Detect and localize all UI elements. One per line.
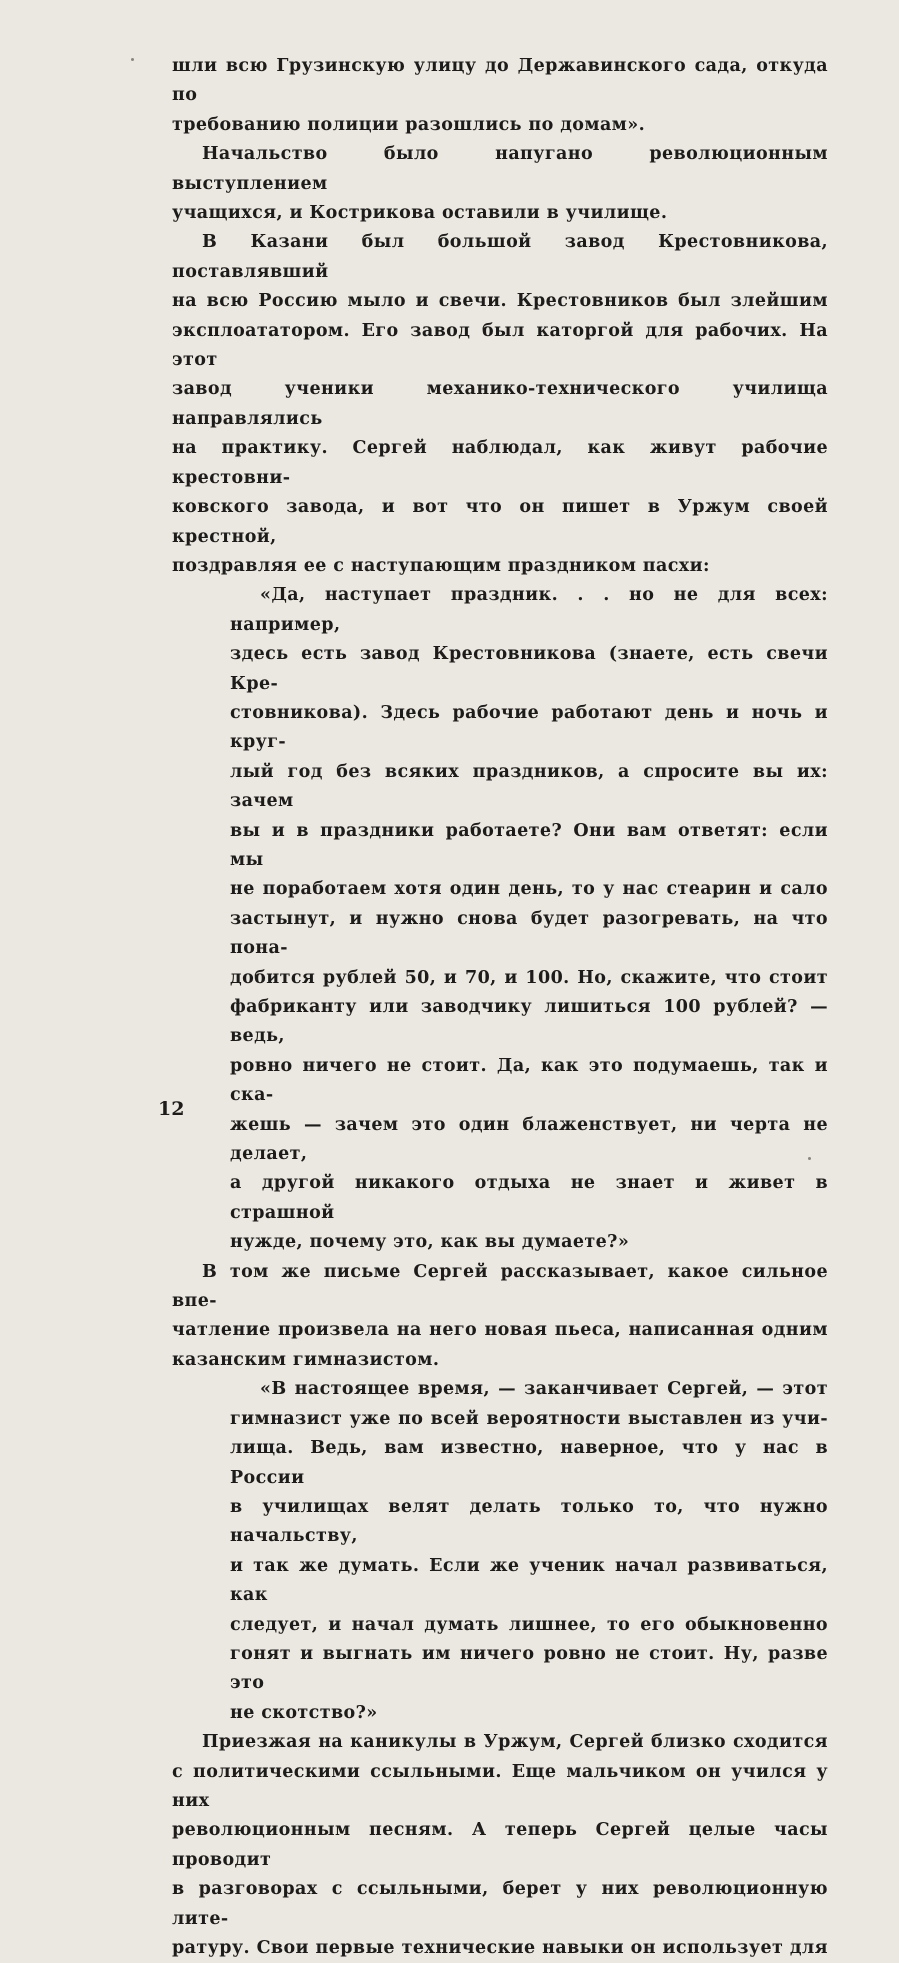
page-number: 12 — [158, 1098, 185, 1120]
text-line: шли всю Грузинскую улицу до Державинского сада, откуда по — [172, 56, 828, 106]
text-line: с политическими ссыльными. Еще мальчиком он учился у них — [172, 1761, 828, 1811]
text-line: ратуру. Свои первые технические навыки он использует для — [172, 1938, 828, 1958]
text-line: «Да, наступает праздник. . . но не для всех: например, — [230, 585, 828, 635]
text-line: жешь — зачем это один блаженствует, ни черта не делает, — [230, 1114, 828, 1165]
text-line: В Казани был большой завод Крестовникова, поставлявший — [172, 232, 828, 282]
paragraph — [172, 228, 828, 581]
text-line: требованию полиции разошлись по домам». — [172, 114, 646, 135]
paragraph — [172, 1258, 828, 1376]
text-line: вы и в праздники работаете? Они вам ответят: если мы — [230, 820, 828, 870]
text-line: В том же письме Сергей рассказывает, какое сильное впе- — [172, 1261, 828, 1312]
text-line: на практику. Сергей наблюдал, как живут рабочие крестовни- — [172, 438, 828, 488]
text-line: гонят и выгнать им ничего ровно не стоит. Ну, разве это — [230, 1643, 828, 1694]
text-line: лища. Ведь, вам известно, наверное, что у нас в России — [230, 1438, 828, 1488]
text-line: учащихся, и Кострикова оставили в училище. — [172, 203, 668, 224]
text-line: эксплоататором. Его завод был каторгой для рабочих. На этот — [172, 320, 828, 371]
text-line: нужде, почему это, как вы думаете?» — [230, 1232, 630, 1253]
text-line: ковского завода, и вот что он пишет в Уржум своей крестной, — [172, 497, 828, 547]
page-text — [172, 52, 828, 1963]
text-line: в разговорах с ссыльными, берет у них революционную лите- — [172, 1879, 828, 1929]
text-line: гимназист уже по всей вероятности выставлен из учи- — [230, 1408, 828, 1429]
paragraph — [172, 1728, 828, 1963]
text-line: а другой никакого отдыха не знает и живет в страшной — [230, 1173, 828, 1223]
text-line: и так же думать. Если же ученик начал развиваться, как — [230, 1555, 828, 1606]
text-line: Начальство было напугано революционным выступлением — [172, 144, 828, 194]
text-line: чатление произвела на него новая пьеса, написанная одним — [172, 1320, 828, 1341]
text-line: революционным песням. А теперь Сергей целые часы проводит — [172, 1820, 828, 1870]
text-line: фабриканту или заводчику лишиться 100 рублей? — ведь, — [230, 997, 828, 1047]
paper-speck — [808, 1157, 811, 1160]
text-line: ровно ничего не стоит. Да, как это подумаешь, так и ска- — [230, 1055, 828, 1106]
text-line: не поработаем хотя один день, то у нас стеарин и сало — [230, 879, 828, 900]
text-line: казанским гимназистом. — [172, 1349, 440, 1370]
text-line: «В настоящее время, — заканчивает Сергей, — этот — [260, 1379, 828, 1400]
quote-block — [230, 1375, 828, 1728]
text-line: застынут, и нужно снова будет разогревать, на что пона- — [230, 908, 828, 959]
text-line: в училищах велят делать только то, что нужно начальству, — [230, 1496, 828, 1547]
text-line: здесь есть завод Крестовникова (знаете, есть свечи Кре- — [230, 644, 828, 694]
text-line: поздравляя ее с наступающим праздником пасхи: — [172, 555, 710, 576]
paper-speck — [131, 58, 134, 61]
text-line: добится рублей 50, и 70, и 100. Но, скажите, что стоит — [230, 967, 828, 988]
text-line: стовникова). Здесь рабочие работают день и ночь и круг- — [230, 702, 828, 753]
quote-block — [230, 581, 828, 1257]
text-line: на всю Россию мыло и свечи. Крестовников был злейшим — [172, 291, 828, 312]
text-line: не скотство?» — [230, 1702, 378, 1723]
paragraph — [172, 52, 828, 140]
text-line: Приезжая на каникулы в Уржум, Сергей близко сходится — [202, 1732, 828, 1753]
text-line: завод ученики механико-технического училища направлялись — [172, 379, 828, 429]
text-line: лый год без всяких праздников, а спросите вы их: зачем — [230, 761, 828, 812]
paragraph — [172, 140, 828, 228]
text-line: следует, и начал думать лишнее, то его обыкновенно — [230, 1614, 828, 1635]
